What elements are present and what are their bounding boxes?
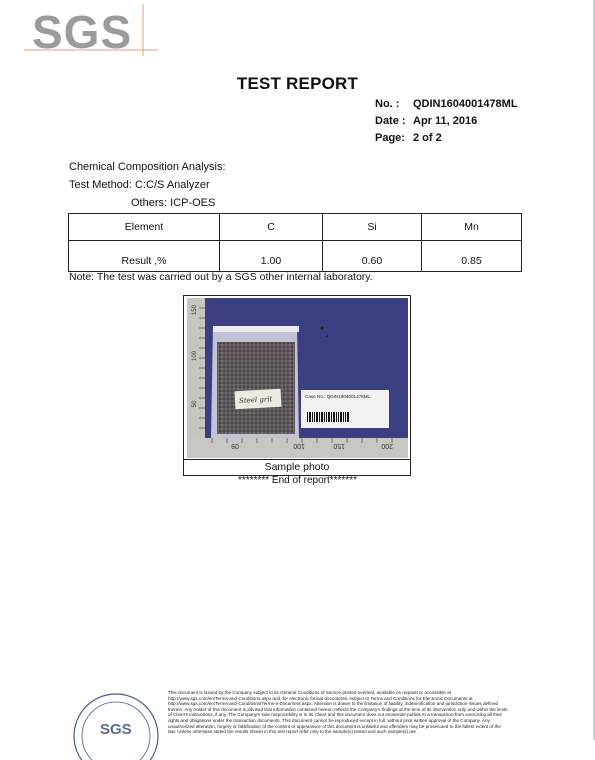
end-of-report: ******** End of report******* bbox=[238, 475, 357, 486]
report-number-value: QDIN1604001478ML bbox=[413, 98, 518, 110]
bag-label: Steel grit bbox=[238, 395, 273, 405]
ruler-mark: 200 bbox=[381, 442, 393, 449]
analysis-heading: Chemical Composition Analysis: bbox=[69, 161, 226, 173]
ruler-mark: 09 bbox=[231, 442, 239, 449]
value-c: 1.00 bbox=[220, 241, 323, 272]
ruler-mark: 150 bbox=[333, 442, 345, 449]
report-title: TEST REPORT bbox=[236, 74, 359, 93]
report-meta bbox=[375, 96, 518, 147]
header-mn: Mn bbox=[422, 214, 522, 241]
report-date-value: Apr 11, 2016 bbox=[413, 115, 478, 127]
value-si: 0.60 bbox=[323, 241, 422, 272]
ruler-mark: 100 bbox=[192, 350, 198, 362]
photo-caption: Sample photo bbox=[184, 459, 410, 475]
ruler-mark: 150 bbox=[192, 304, 198, 316]
sample-photo bbox=[187, 298, 408, 458]
value-mn: 0.85 bbox=[422, 241, 522, 272]
analysis-info bbox=[69, 158, 226, 212]
report-page-label: Page: bbox=[375, 132, 405, 144]
seal-text: SGS bbox=[100, 721, 132, 738]
logo-text: SGS bbox=[32, 6, 133, 56]
ruler-mark: 100 bbox=[293, 442, 305, 449]
header-element: Element bbox=[69, 214, 220, 241]
header-si: Si bbox=[323, 214, 422, 241]
results-table bbox=[68, 213, 522, 272]
test-method-others: Others: ICP-OES bbox=[131, 197, 216, 209]
report-page-value: 2 of 2 bbox=[413, 132, 442, 144]
sgs-seal-icon bbox=[70, 690, 162, 760]
sample-photo-image bbox=[187, 298, 408, 458]
sgs-logo bbox=[24, 4, 158, 56]
sample-photo-frame bbox=[183, 295, 411, 476]
report-number-label: No. : bbox=[375, 98, 400, 110]
table-row bbox=[69, 241, 522, 272]
legal-disclaimer: This document is issued by the Company subject to its General Conditions of Service printed overleaf, available on request or accessible at http://www.sgs.com/en/Terms-and-Conditions.aspx and, for electronic format documents, subject to Terms and Conditions for Electronic Documents at http://www.sgs.com/en/Terms-and-Conditions/Terms-e-Document.aspx. Attention is drawn to the limitation of liability, indemnification and jurisdiction issues defined therein. Any holder of this document is advised that information contained hereon reflects the Company's findings at the time of its intervention only and within the limits of Client's instructions, if any. The Company's sole responsibility is to its Client and this document does not exonerate parties to a transaction from exercising all their rights and obligations under the transaction documents. This document cannot be reproduced except in full, without prior written approval of the Company. Any unauthorized alteration, forgery or falsification of the content or appearance of this document is unlawful and offenders may be prosecuted to the fullest extent of the law. Unless otherwise stated the results shown in this test report refer only to the sample(s) tested and such sample(s) are bbox=[168, 690, 508, 735]
report-date-row bbox=[375, 113, 518, 130]
lab-note: Note: The test was carried out by a SGS other internal laboratory. bbox=[69, 271, 373, 283]
ruler-mark: 50 bbox=[192, 400, 198, 408]
header-c: C bbox=[220, 214, 323, 241]
row-label: Result ,% bbox=[69, 241, 220, 272]
report-page-row bbox=[375, 130, 518, 147]
table-header-row bbox=[69, 214, 522, 241]
report-date-label: Date : bbox=[375, 115, 406, 127]
report-number-row bbox=[375, 96, 518, 113]
sticker-case-no: Case No.: QDIN1604001478ML bbox=[305, 394, 371, 399]
test-method: Test Method: C:C/S Analyzer bbox=[69, 179, 210, 191]
